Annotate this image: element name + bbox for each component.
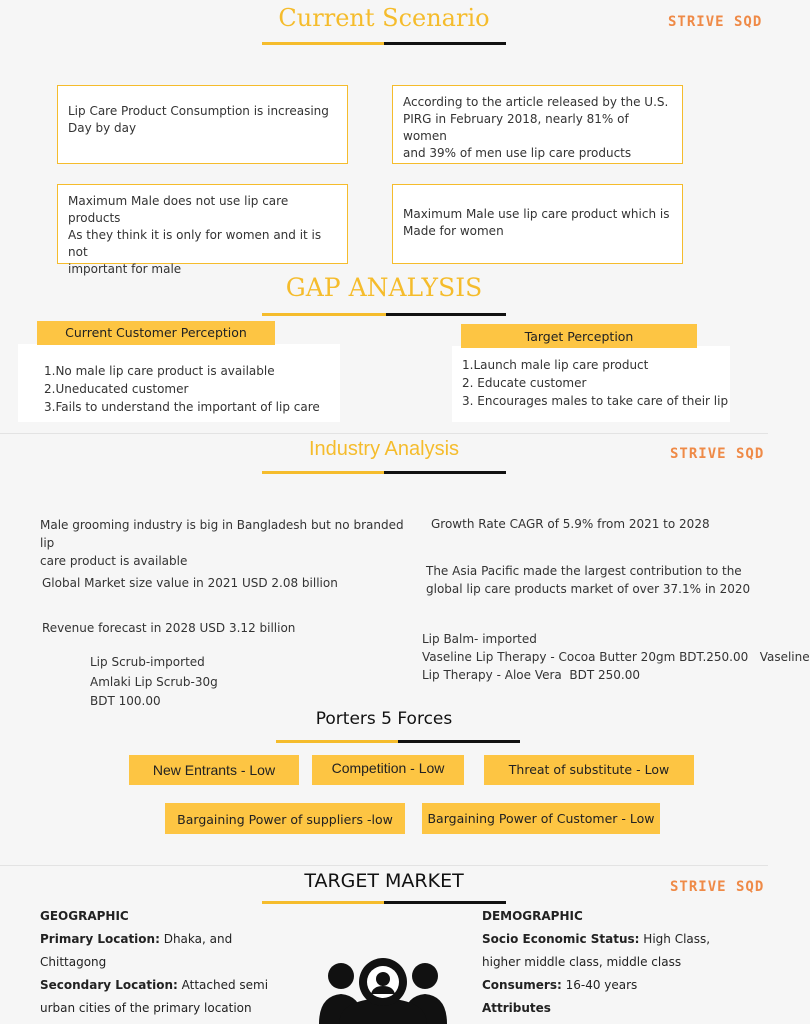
target-market-title: TARGET MARKET bbox=[304, 870, 464, 892]
consumers-label: Consumers: bbox=[482, 978, 562, 992]
secondary-location-value-cont: urban cities of the primary location bbox=[40, 1001, 252, 1015]
section-divider bbox=[0, 433, 768, 434]
geographic-block bbox=[40, 905, 300, 1020]
primary-location-value-cont: Chittagong bbox=[40, 955, 107, 969]
industry-analysis-title: Industry Analysis bbox=[308, 438, 460, 460]
secondary-location-label: Secondary Location: bbox=[40, 978, 178, 992]
ses-label: Socio Economic Status: bbox=[482, 932, 640, 946]
attributes-label: Attributes bbox=[482, 1001, 551, 1015]
title-underline bbox=[262, 471, 506, 474]
section-divider bbox=[0, 865, 768, 866]
consumers-value: 16-40 years bbox=[561, 978, 638, 992]
brand-logo: STRIVE SQD bbox=[670, 879, 765, 895]
force-threat-substitute: Threat of substitute - Low bbox=[484, 755, 694, 785]
scenario-box-4: Maximum Male use lip care product which is Made for women bbox=[392, 184, 683, 264]
force-competition: Competition - Low bbox=[312, 755, 464, 785]
demographic-block bbox=[482, 905, 762, 1020]
current-perception-list: 1.No male lip care product is available 2.Uneducated customer 3.Fails to understand the important of lip care bbox=[44, 364, 320, 414]
geographic-heading: GEOGRAPHIC bbox=[40, 909, 129, 923]
force-customer-power: Bargaining Power of Customer - Low bbox=[422, 803, 660, 834]
primary-location-value: Dhaka, and bbox=[159, 932, 233, 946]
gap-analysis-title: GAP ANALYSIS bbox=[285, 273, 483, 302]
scenario-box-1: Lip Care Product Consumption is increasing Day by day bbox=[57, 85, 348, 164]
industry-text-male-grooming: Male grooming industry is big in Bangladesh but no branded lip care product is available bbox=[40, 518, 404, 568]
title-underline bbox=[262, 42, 506, 45]
primary-location-label: Primary Location: bbox=[40, 932, 160, 946]
industry-text-lip-balm: Lip Balm- imported Vaseline Lip Therapy - Cocoa Butter 20gm BDT.250.00 Vaseline Lip Therapy - Aloe Vera BDT 250.00 bbox=[422, 632, 810, 682]
title-underline bbox=[262, 901, 506, 904]
ses-value: High Class, bbox=[639, 932, 711, 946]
current-scenario-title: Current Scenario bbox=[278, 4, 490, 32]
industry-text-growth-rate: Growth Rate CAGR of 5.9% from 2021 to 2028 bbox=[431, 517, 710, 531]
target-perception-label: Target Perception bbox=[461, 324, 697, 348]
target-perception-list: 1.Launch male lip care product 2. Educate customer 3. Encourages males to take care of their lip bbox=[462, 358, 729, 408]
ses-value-cont: higher middle class, middle class bbox=[482, 955, 682, 969]
secondary-location-value: Attached semi bbox=[177, 978, 269, 992]
industry-text-asia-pacific: The Asia Pacific made the largest contribution to the global lip care products market of over 37.1% in 2020 bbox=[426, 564, 751, 596]
porters-title: Porters 5 Forces bbox=[315, 709, 453, 729]
brand-logo: STRIVE SQD bbox=[668, 14, 763, 30]
current-perception-label: Current Customer Perception bbox=[37, 321, 275, 345]
force-supplier-power: Bargaining Power of suppliers -low bbox=[165, 803, 405, 834]
demographic-heading: DEMOGRAPHIC bbox=[482, 909, 583, 923]
people-group-icon bbox=[317, 956, 449, 1024]
industry-text-lip-scrub: Lip Scrub-imported Amlaki Lip Scrub-30g BDT 100.00 bbox=[90, 655, 218, 708]
force-new-entrants: New Entrants - Low bbox=[129, 755, 299, 785]
scenario-box-3: Maximum Male does not use lip care products As they think it is only for women and it is not important for male bbox=[57, 184, 348, 264]
title-underline bbox=[262, 313, 506, 316]
title-underline bbox=[276, 740, 520, 743]
brand-logo: STRIVE SQD bbox=[670, 446, 765, 462]
industry-text-revenue-forecast: Revenue forecast in 2028 USD 3.12 billion bbox=[42, 621, 296, 635]
scenario-box-2: According to the article released by the U.S. PIRG in February 2018, nearly 81% of women and 39% of men use lip care products bbox=[392, 85, 683, 164]
industry-text-market-size: Global Market size value in 2021 USD 2.08 billion bbox=[42, 576, 338, 590]
